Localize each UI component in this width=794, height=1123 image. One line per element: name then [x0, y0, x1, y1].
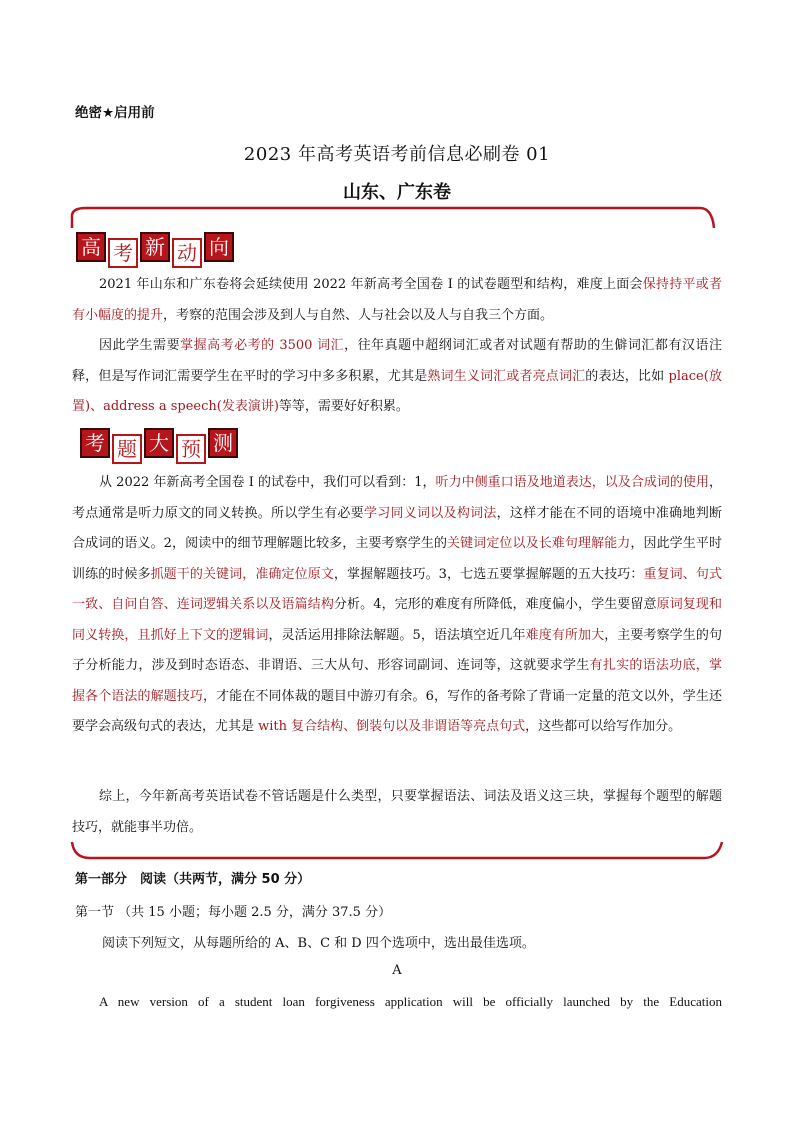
highlighted-text: 原词复现和同义转换，且抓好上下文的逻辑词: [72, 597, 722, 643]
highlighted-text: 有扎实的语法功底，掌握各个语法的解题技巧: [72, 658, 722, 704]
trend-badge-row: [76, 232, 236, 268]
highlighted-text: 听力中侧重口语及地道表达，以及合成词的使用: [435, 475, 709, 490]
bottom-frame-line: [72, 842, 722, 858]
confidential-label: 绝密★启用前: [75, 105, 155, 121]
highlighted-text: 难度有所加大: [525, 627, 605, 643]
highlighted-text: 熟词生义词汇或者亮点词汇: [427, 368, 586, 384]
highlighted-text: 抓题干的关键词，准确定位原文: [150, 566, 334, 582]
prediction-paragraph-1: [72, 468, 722, 743]
highlighted-text: 学习同义词以及构词法: [363, 505, 497, 521]
paragraph-text: 从 2022 年新高考全国卷 I 的试卷中，我们可以看到：1，: [99, 475, 436, 490]
paragraph-text: ，掌握解题技巧。3，七选五要掌握解题的五大技巧：: [333, 566, 644, 582]
paragraph-text: ，因此学生平时训练的时候多: [72, 536, 722, 582]
trend-paragraph-2: [72, 331, 722, 423]
paragraph-text: 分析。4，完形的难度有所降低，难度偏小，学生要留意: [333, 597, 657, 612]
paragraph-text: 综上，今年新高考英语试卷不管话题是什么类型，只要掌握语法、词法及语义这三块，掌握每个题型的解题技巧，就能事半功倍。: [72, 789, 722, 835]
part-heading: 第一部分 阅读（共两节，满分 50 分）: [75, 872, 311, 887]
trend-badge-char: 高: [76, 232, 106, 262]
highlighted-text: with 复合结构、倒装句以及非谓语等亮点句式: [258, 719, 526, 734]
paragraph-text: 等等，需要好好积累。: [278, 399, 409, 414]
paragraph-text: ，这些都可以给写作加分。: [525, 719, 682, 734]
paragraph-text: ，才能在不同体裁的题目中游刃有余。6，写作的备考除了背诵一定量的范文以外，学生还要学会高级句式的表达，尤其是: [72, 688, 722, 734]
passage-letter: A: [392, 963, 402, 978]
trend-badge-char: 新: [140, 232, 170, 262]
paragraph-text: ，主要考察学生的句子分析能力，涉及到时态语态、非谓语、三大从句、形容词副词、连词等，这就要求学生: [72, 627, 722, 673]
paragraph-text: ，考察的范围会涉及到人与自然、人与社会以及人与自我三个方面。: [163, 307, 554, 323]
paragraph-text: ，这样才能在不同的语境中准确地判断合成词的语义。2，阅读中的细节理解题比较多，主要考察学生的: [72, 505, 722, 551]
section-heading: 第一节 （共 15 小题；每小题 2.5 分，满分 37.5 分）: [75, 905, 392, 920]
highlighted-text: 掌握高考必考的 3500 词汇: [180, 338, 345, 353]
prediction-badge-char: 考: [80, 428, 110, 458]
instruction-text: 阅读下列短文，从每题所给的 A、B、C 和 D 四个选项中，选出最佳选项。: [102, 936, 535, 951]
prediction-badge-char: 预: [176, 434, 206, 464]
prediction-badge-char: 大: [144, 428, 174, 458]
paragraph-text: 因此学生需要: [99, 338, 181, 353]
trend-paragraph-1: [72, 270, 722, 331]
highlighted-text: place(放置)、address a speech(发表演讲): [72, 368, 722, 414]
prediction-badge-row: [80, 428, 240, 464]
trend-badge-char: 考: [108, 238, 138, 268]
prediction-badge-char: 题: [112, 434, 142, 464]
trend-badge-char: 向: [204, 232, 234, 262]
highlighted-text: 关键词定位以及长难句理解能力: [447, 536, 631, 551]
passage-first-line: A new version of a student loan forgiveness application will be officially launched by the Education: [99, 994, 722, 1009]
top-frame-line: [72, 208, 714, 228]
paragraph-text: 2021 年山东和广东卷将会延续使用 2022 年新高考全国卷 I 的试卷题型和结构，难度上面会: [99, 277, 643, 292]
page-title: 2023 年高考英语考前信息必刷卷 01: [243, 144, 551, 165]
prediction-paragraph-2: [72, 782, 722, 843]
page-subtitle: 山东、广东卷: [343, 182, 451, 203]
paragraph-text: ，考点通常是听力原文的同义转换。所以学生有必要: [72, 475, 722, 521]
prediction-badge-char: 测: [208, 428, 238, 458]
highlighted-text: 保持持平或者有小幅度的提升: [72, 277, 722, 323]
highlighted-text: 重复词、句式一致、自问自答、连词逻辑关系以及语篇结构: [72, 566, 722, 612]
trend-badge-char: 动: [172, 238, 202, 268]
paragraph-text: ，往年真题中超纲词汇或者对试题有帮助的生僻词汇都有汉语注释，但是写作词汇需要学生在平时的学习中多多积累，尤其是: [72, 338, 722, 384]
paragraph-text: 的表达，比如: [585, 368, 669, 384]
paragraph-text: ，灵活运用排除法解题。5，语法填空近几年: [268, 627, 526, 643]
